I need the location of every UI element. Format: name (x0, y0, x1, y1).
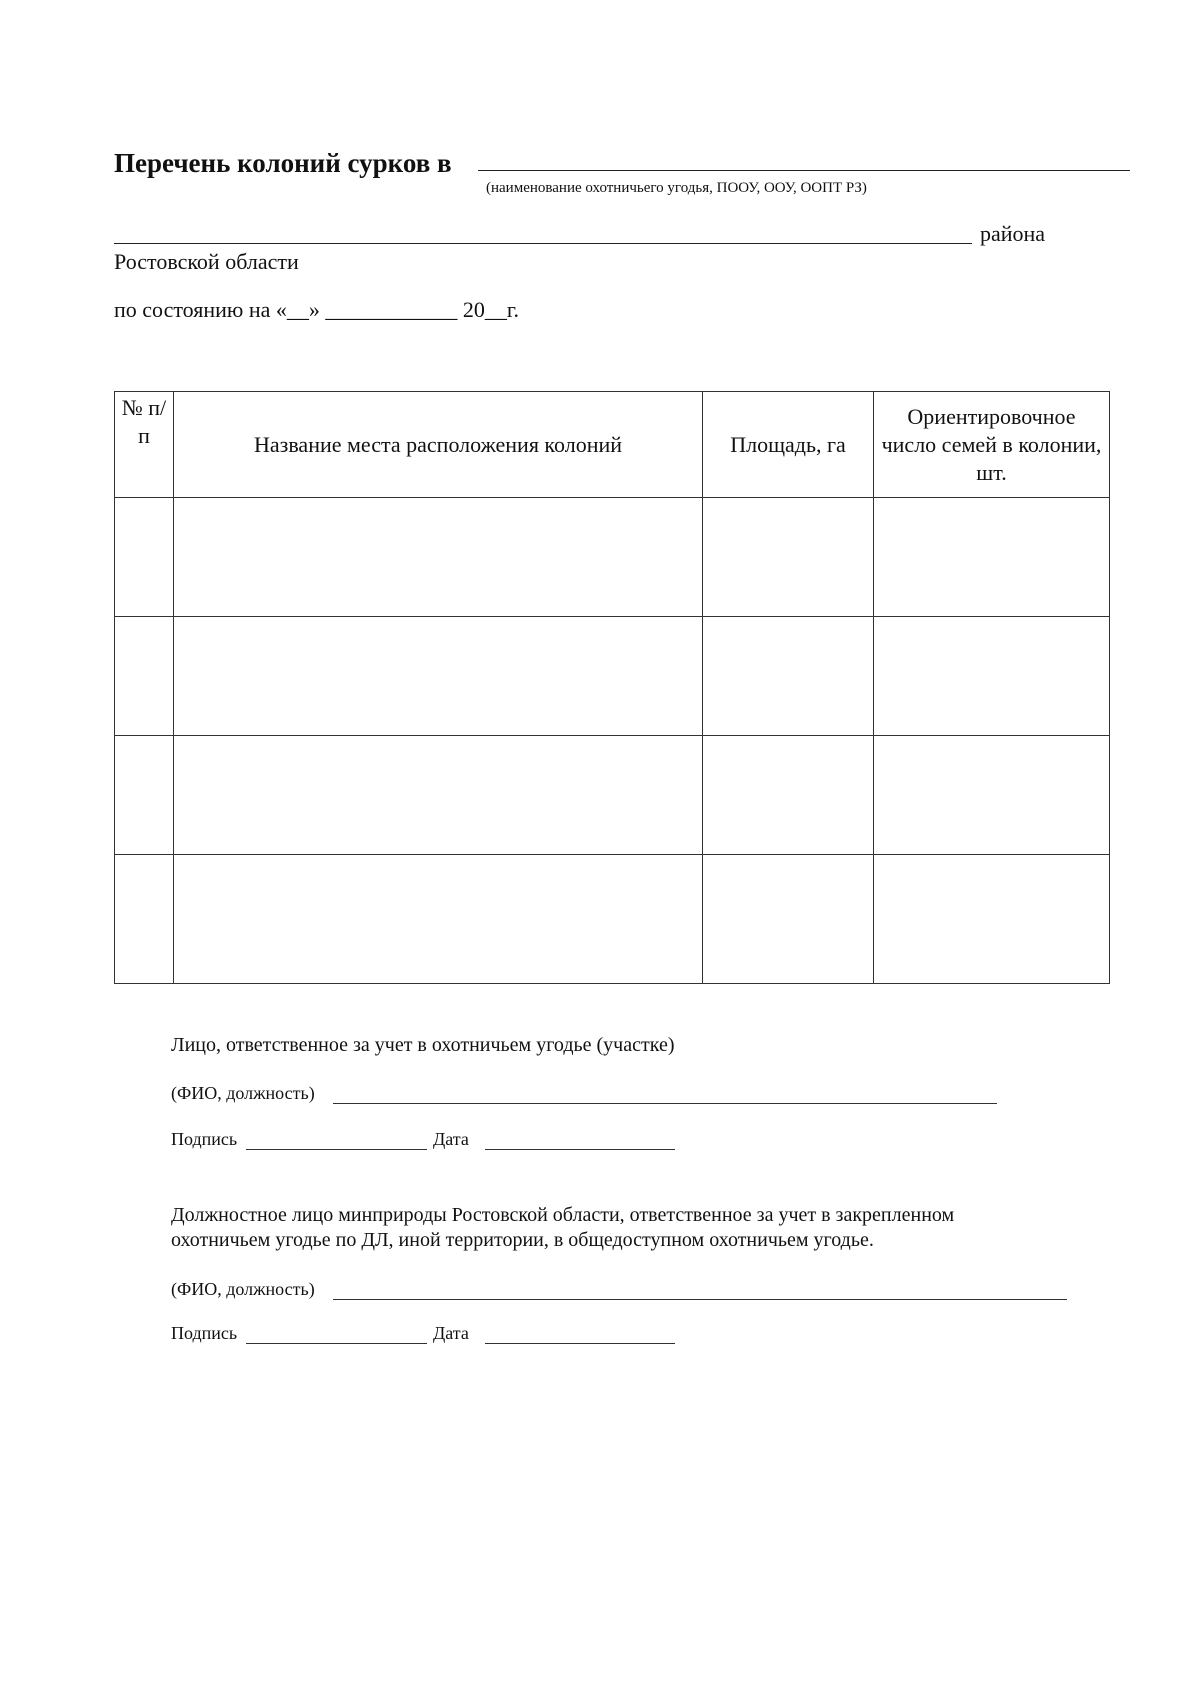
region-name: Ростовской области (114, 249, 299, 274)
table-cell[interactable] (874, 736, 1110, 855)
table-cell[interactable] (874, 855, 1110, 984)
ministry-date-label: Дата (433, 1323, 469, 1343)
hunting-ground-name-hint: (наименование охотничьего угодья, ПООУ, ООУ, ООПТ РЗ) (486, 180, 867, 196)
table-cell[interactable] (115, 855, 174, 984)
marmot-colonies-table (114, 391, 1110, 984)
hunting-responsible-heading: Лицо, ответственное за учет в охотничьем угодье (участке) (171, 1034, 675, 1056)
table-cell[interactable] (703, 855, 874, 984)
hunting-date-label: Дата (433, 1129, 469, 1149)
table-cell[interactable] (703, 617, 874, 736)
table-row (115, 498, 1110, 617)
table-cell[interactable] (174, 498, 703, 617)
document-title: Перечень колоний сурков в (114, 148, 452, 178)
ministry-fio-field[interactable] (333, 1299, 1067, 1300)
column-header-location: Название места расположения колоний (174, 392, 703, 498)
table-cell[interactable] (115, 617, 174, 736)
district-name-field[interactable] (114, 243, 972, 244)
table-cell[interactable] (703, 498, 874, 617)
table-header-row (115, 392, 1110, 498)
hunting-fio-label: (ФИО, должность) (171, 1083, 315, 1103)
table-row (115, 736, 1110, 855)
table-cell[interactable] (115, 736, 174, 855)
hunting-fio-field[interactable] (333, 1103, 997, 1104)
ministry-fio-label: (ФИО, должность) (171, 1279, 315, 1299)
ministry-signature-field[interactable] (246, 1343, 427, 1344)
table-row (115, 855, 1110, 984)
table-cell[interactable] (174, 736, 703, 855)
table-cell[interactable] (174, 855, 703, 984)
ministry-date-field[interactable] (485, 1343, 675, 1344)
ministry-responsible-heading-line2: охотничьем угодье по ДЛ, иной территории, в общедоступном охотничьем угодье. (171, 1229, 874, 1251)
column-header-families: Ориентировочное число семей в колонии, шт. (874, 392, 1110, 498)
table-cell[interactable] (874, 617, 1110, 736)
hunting-signature-field[interactable] (246, 1149, 427, 1150)
hunting-date-field[interactable] (485, 1149, 675, 1150)
table-cell[interactable] (174, 617, 703, 736)
ministry-responsible-heading-line1: Должностное лицо минприроды Ростовской области, ответственное за учет в закрепленном (171, 1204, 955, 1226)
district-word: района (980, 221, 1046, 246)
hunting-ground-name-field[interactable] (478, 170, 1130, 171)
table-cell[interactable] (115, 498, 174, 617)
hunting-signature-label: Подпись (171, 1129, 238, 1149)
report-date-line[interactable]: по состоянию на «__» ____________ 20__г. (114, 297, 519, 322)
table-cell[interactable] (703, 736, 874, 855)
column-header-number: № п/п (115, 392, 174, 498)
column-header-area: Площадь, га (703, 392, 874, 498)
ministry-signature-label: Подпись (171, 1323, 238, 1343)
table-cell[interactable] (874, 498, 1110, 617)
table-row (115, 617, 1110, 736)
